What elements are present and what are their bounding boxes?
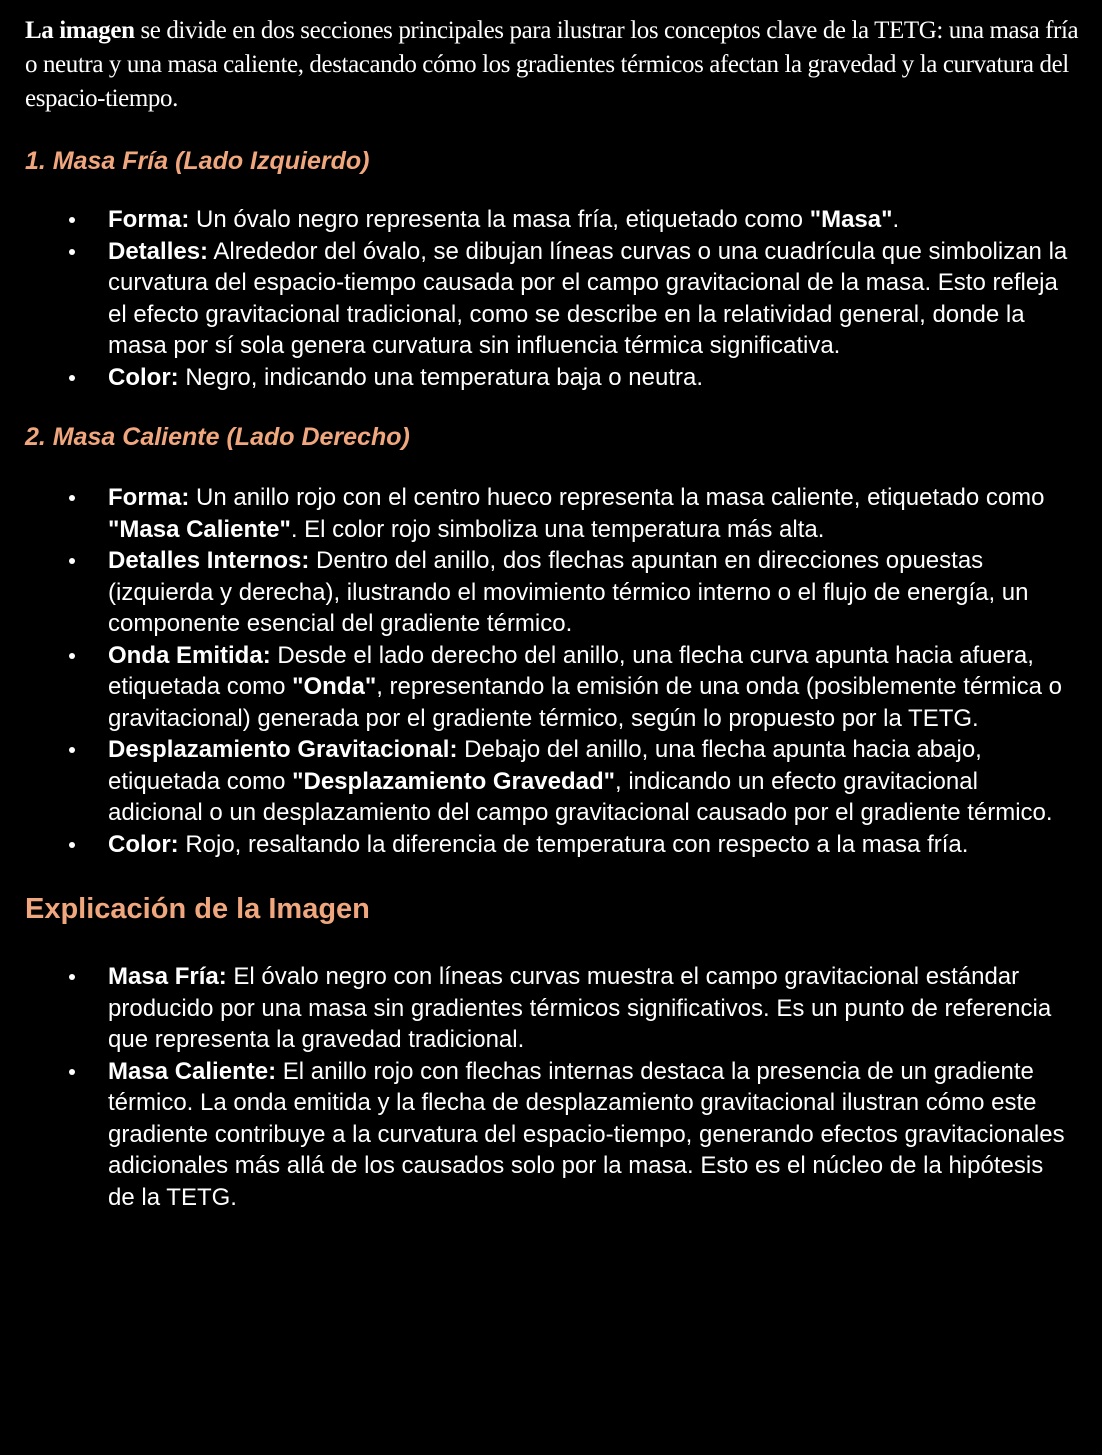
item-quote: "Onda" xyxy=(292,673,377,700)
item-label: Detalles Internos: xyxy=(108,547,310,574)
item-text: Debajo del anillo, una flecha apunta hacia abajo, etiquetada como xyxy=(108,736,982,795)
list-item xyxy=(25,640,1082,735)
list-item xyxy=(25,362,1082,394)
item-text: Desde el lado derecho del anillo, una flecha curva apunta hacia afuera, etiquetada como xyxy=(108,641,1034,700)
item-text: Un óvalo negro representa la masa fría, etiquetado como xyxy=(189,206,810,233)
item-quote: "Masa Caliente" xyxy=(108,515,291,543)
list-item xyxy=(25,1056,1082,1214)
item-text: Un anillo rojo con el centro hueco representa la masa caliente, etiquetado como xyxy=(189,484,1045,511)
item-text: Alrededor del óvalo, se dibujan líneas curvas o una cuadrícula que simbolizan la curvatura del espacio-tiempo causada por el campo gravitacional de la masa. Esto refleja el efecto gravitacional tradicional, como se describe en la relatividad general, donde la masa por sí sola genera curvatura sin influencia térmica significativa. xyxy=(108,237,1068,359)
item-label: Forma: xyxy=(108,206,190,233)
cold-mass-list xyxy=(25,204,1082,393)
item-quote: "Desplazamiento Gravedad" xyxy=(292,767,615,795)
item-label: Masa Fría: xyxy=(108,963,227,990)
list-item xyxy=(25,829,1082,861)
intro-text: se divide en dos secciones principales para ilustrar los conceptos clave de la TETG: una masa fría o neutra y una masa caliente, destacando cómo los gradientes térmicos afectan la gravedad y la curvatura del espacio-tiempo. xyxy=(25,17,1079,112)
item-text: Negro, indicando una temperatura baja o neutra. xyxy=(178,363,703,391)
list-item xyxy=(25,734,1082,829)
item-label: Forma: xyxy=(108,484,190,511)
section-heading-explanation: Explicación de la Imagen xyxy=(25,893,370,925)
item-text: El anillo rojo con flechas internas destaca la presencia de un gradiente térmico. La onda emitida y la flecha de desplazamiento gravitacional ilustran cómo este gradiente contribuye a la curvatura del espacio-tiempo, generando efectos gravitacionales adicionales más allá de los causados solo por la masa. Esto es el núcleo de la hipótesis de la TETG. xyxy=(108,1057,1065,1211)
section-heading-hot-mass: 2. Masa Caliente (Lado Derecho) xyxy=(25,423,410,451)
explanation-list xyxy=(25,961,1082,1213)
list-item xyxy=(25,961,1082,1056)
item-text-end: , representando la emisión de una onda (posiblemente térmica o gravitacional) generada por el gradiente térmico, según lo propuesto por la TETG. xyxy=(108,673,1062,732)
item-label: Color: xyxy=(108,363,179,391)
section-heading-cold-mass: 1. Masa Fría (Lado Izquierdo) xyxy=(25,147,370,175)
intro-paragraph xyxy=(25,14,1082,116)
item-label: Color: xyxy=(108,830,179,858)
hot-mass-list xyxy=(25,482,1082,860)
item-label: Onda Emitida: xyxy=(108,641,271,669)
item-text-end: . El color rojo simboliza una temperatura más alta. xyxy=(290,515,825,543)
item-text: Rojo, resaltando la diferencia de temperatura con respecto a la masa fría. xyxy=(178,830,969,858)
list-item xyxy=(25,482,1082,545)
item-text-end: , indicando un efecto gravitacional adicional o un desplazamiento del campo gravitacional causado por el gradiente térmico. xyxy=(108,767,1053,826)
item-label: Masa Caliente: xyxy=(108,1057,277,1085)
item-label: Detalles: xyxy=(108,237,209,265)
item-text: Dentro del anillo, dos flechas apuntan en direcciones opuestas (izquierda y derecha), ilustrando el movimiento térmico interno o el flujo de energía, un componente esencial del gradiente térmico. xyxy=(108,547,1029,637)
item-label: Desplazamiento Gravitacional: xyxy=(108,736,458,763)
list-item xyxy=(25,545,1082,640)
item-text-end: . xyxy=(892,206,900,233)
list-item xyxy=(25,204,1082,236)
item-quote: "Masa" xyxy=(809,206,893,233)
list-item xyxy=(25,236,1082,362)
intro-lead: La imagen xyxy=(25,17,135,44)
item-text: El óvalo negro con líneas curvas muestra el campo gravitacional estándar producido por una masa sin gradientes térmicos significativos. Es un punto de referencia que representa la gravedad tradicional. xyxy=(108,963,1052,1053)
